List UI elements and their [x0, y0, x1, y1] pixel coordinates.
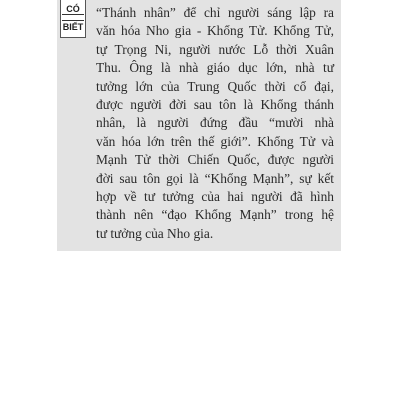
text-line: văn hóa Nho gia - Khổng Tử. Khổng Tử, — [96, 23, 334, 39]
text-line: thành nên “đạo Khổng Mạnh” trong hệ — [96, 207, 334, 223]
text-line: đời sau tôn gọi là “Khổng Mạnh”, sự kết — [96, 170, 334, 186]
text-line: tự Trọng Ni, người nước Lỗ thời Xuân — [96, 41, 334, 57]
text-line: tưởng lớn của Trung Quốc thời cổ đại, — [96, 78, 334, 94]
text-line: tư tưởng của Nho gia. — [96, 225, 214, 241]
text-line: “Thánh nhân” để chỉ người sáng lập ra — [96, 5, 334, 20]
badge-label-top: CÓ — [62, 4, 84, 15]
badge-label-bottom: BIẾT — [62, 22, 84, 32]
text-line: nhân, là người đứng đầu “mười nhà — [96, 115, 334, 131]
text-line: Thu. Ông là nhà giáo dục lớn, nhà tư — [96, 60, 334, 76]
text-line: Mạnh Tử thời Chiến Quốc, được người — [96, 152, 334, 168]
did-you-know-badge — [60, 0, 86, 38]
info-paragraph — [96, 4, 334, 243]
text-line: được người đời sau tôn là Khổng thánh — [96, 97, 334, 113]
text-line: văn hóa lớn trên thế giới”. Khổng Tử và — [96, 133, 334, 149]
text-line: hợp về tư tưởng của hai người đã hình — [96, 189, 334, 205]
